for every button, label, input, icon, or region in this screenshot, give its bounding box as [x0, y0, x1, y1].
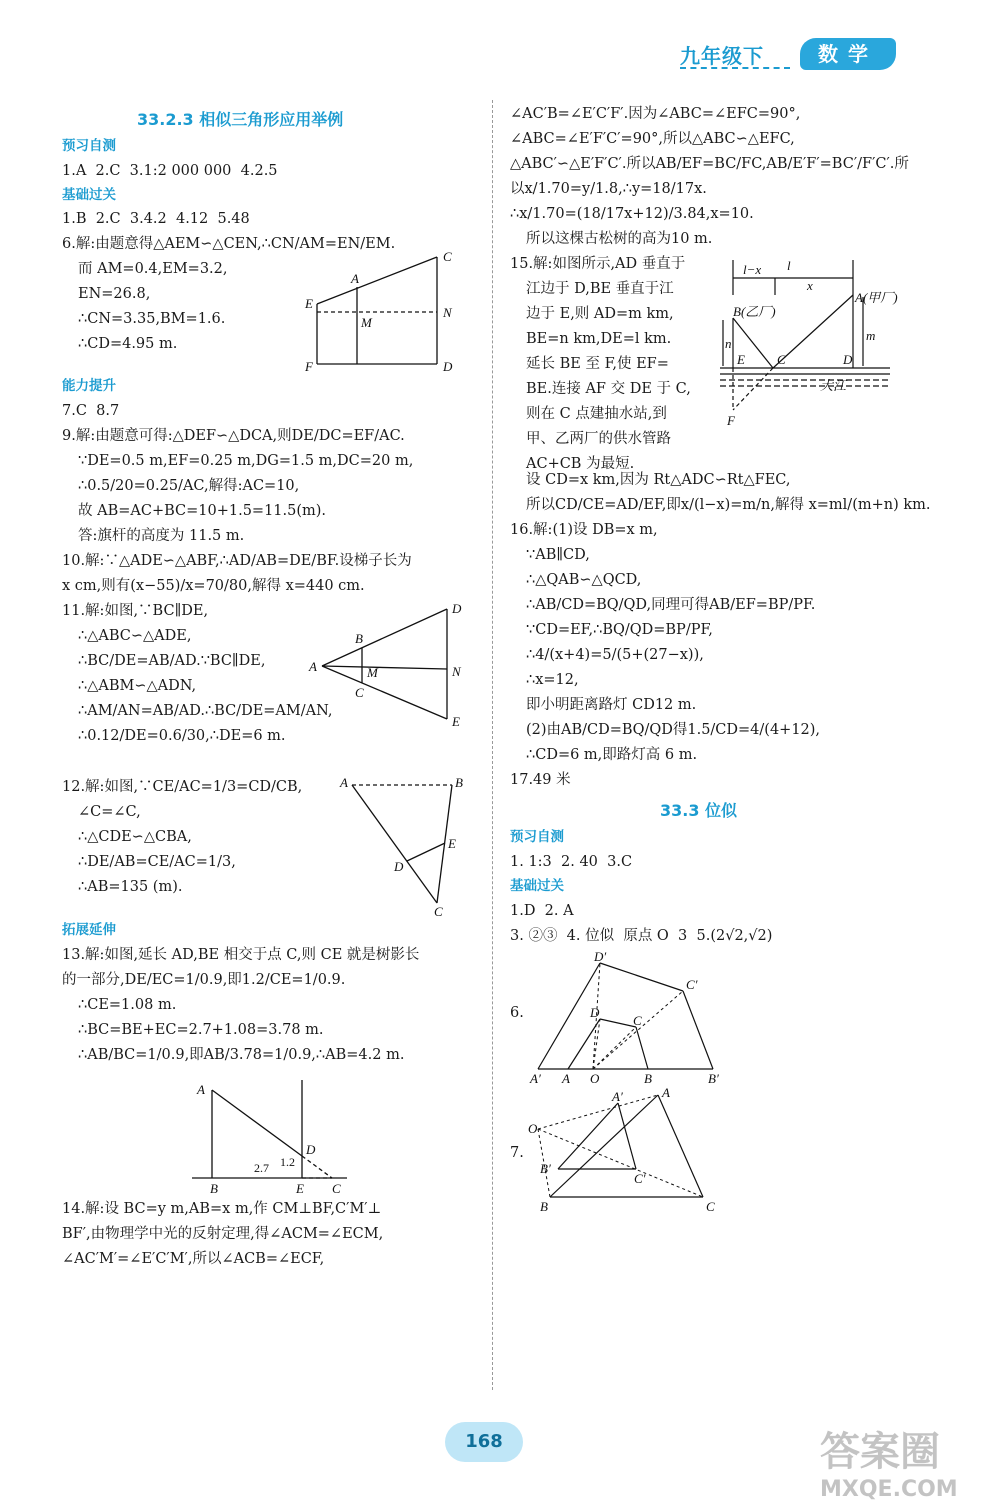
header-subject-badge: 数学 — [800, 38, 896, 70]
svg-text:1.2: 1.2 — [280, 1154, 295, 1169]
q9-line: 答:旗杆的高度为 11.5 m. — [78, 528, 245, 544]
svg-text:A′: A′ — [612, 1088, 623, 1104]
svg-text:D: D — [843, 352, 853, 368]
svg-text:B′: B′ — [708, 1070, 719, 1086]
section-title-2: 33.3 位似 — [660, 801, 738, 821]
subhead-preview-2: 预习自测 — [510, 829, 564, 846]
q11-line: ∴△ABC∽△ADE, — [78, 628, 192, 645]
q9-line: ∵DE=0.5 m,EF=0.25 m,DG=1.5 m,DC=20 m, — [78, 452, 414, 469]
q16-line: 16.解:(1)设 DB=x m, — [510, 522, 658, 539]
svg-text:F: F — [305, 359, 313, 375]
svg-text:E: E — [452, 714, 460, 730]
q15-line: 江边于 D,BE 垂直于江 — [526, 281, 674, 298]
svg-text:大江: 大江 — [820, 378, 847, 394]
q13-line: ∴BC=BE+EC=2.7+1.08=3.78 m. — [78, 1021, 324, 1038]
answer-line: 3. ②③ 4. 位似 原点 O 3 5.(2√2,√2) — [510, 927, 773, 944]
q11-line: ∴△ABM∽△ADN, — [78, 678, 197, 695]
q14-cont-line: △ABC′∽△E′F′C′.所以AB/EF=BC/FC,AB/E′F′=BC′/F′C′.所 — [510, 156, 909, 173]
svg-text:E: E — [296, 1180, 304, 1195]
svg-text:m: m — [866, 328, 876, 344]
q11-block — [62, 601, 477, 773]
q12-line: ∠C=∠C, — [78, 804, 141, 821]
svg-text:B′: B′ — [540, 1160, 551, 1176]
svg-text:n: n — [725, 336, 732, 352]
svg-text:C: C — [434, 904, 443, 919]
answer-line: 1.A 2.C 3.1:2 000 000 4.2.5 — [62, 162, 278, 179]
q16-line: ∵AB∥CD, — [526, 547, 590, 564]
svg-text:B: B — [210, 1180, 218, 1195]
q11-line: ∴BC/DE=AB/AD.∵BC∥DE, — [78, 653, 266, 670]
q13-line: ∴CE=1.08 m. — [78, 996, 177, 1013]
answer-line: 1.D 2. A — [510, 902, 574, 919]
svg-text:C: C — [706, 1198, 715, 1214]
q14-cont-line: ∠ABC=∠E′F′C′=90°,所以△ABC∽△EFC, — [510, 131, 795, 148]
svg-text:A: A — [662, 1084, 670, 1100]
svg-text:F: F — [727, 413, 735, 429]
q16-line: 即小明距离路灯 CD12 m. — [526, 697, 697, 714]
svg-text:C: C — [443, 249, 452, 265]
q10-line: x cm,则有(x−55)/x=70/80,解得 x=440 cm. — [62, 578, 365, 595]
q12-line: ∴DE/AB=CE/AC=1/3, — [78, 854, 236, 871]
q16-line: ∵CD=EF,∴BQ/QD=BP/PF, — [526, 622, 713, 639]
section-title: 33.2.3 相似三角形应用举例 — [137, 110, 344, 129]
svg-text:B: B — [540, 1198, 548, 1214]
right-column — [510, 100, 931, 1231]
column-divider — [492, 100, 493, 1390]
subhead-basic-2: 基础过关 — [510, 878, 564, 895]
q15-line: 设 CD=x km,因为 Rt△ADC∽Rt△FEC, — [526, 472, 791, 489]
svg-text:M: M — [367, 665, 378, 681]
svg-text:A: A — [351, 271, 359, 287]
q6-line: ∴CD=4.95 m. — [78, 336, 178, 353]
svg-text:A: A — [309, 659, 317, 675]
q16-line: ∴x=12, — [526, 672, 579, 689]
svg-text:D: D — [590, 1004, 600, 1020]
q12-line: 12.解:如图,∵CE/AC=1/3=CD/CB, — [62, 779, 303, 796]
svg-text:l: l — [787, 258, 791, 274]
svg-text:D: D — [306, 1141, 316, 1157]
subhead-extension: 拓展延伸 — [62, 922, 116, 939]
q15-line: 15.解:如图所示,AD 垂直于 — [510, 256, 686, 273]
q15-line: BE=n km,DE=l km. — [526, 331, 672, 348]
svg-text:C: C — [355, 685, 364, 701]
q14-line: BF′,由物理学中光的反射定理,得∠ACM=∠ECM, — [62, 1225, 384, 1242]
q12-block — [62, 777, 477, 919]
q6b-figure — [528, 951, 728, 1086]
svg-text:A: A — [562, 1070, 570, 1086]
q6-figure — [297, 249, 477, 379]
q16-line: (2)由AB/CD=BQ/QD得1.5/CD=4/(4+12), — [526, 722, 821, 739]
svg-text:B: B — [355, 631, 363, 647]
q15-line: 边于 E,则 AD=m km, — [526, 306, 674, 323]
q16-line: ∴AB/CD=BQ/QD,同理可得AB/EF=BP/PF. — [526, 597, 816, 614]
svg-text:B: B — [455, 775, 463, 791]
q13-figure — [182, 1070, 382, 1195]
q9-line: 9.解:由题意可得:△DEF∽△DCA,则DE/DC=EF/AC. — [62, 427, 405, 444]
svg-text:A′: A′ — [530, 1070, 541, 1086]
svg-text:C: C — [633, 1012, 642, 1028]
q9-line: ∴0.5/20=0.25/AC,解得:AC=10, — [78, 477, 300, 494]
q15-line: 则在 C 点建抽水站,到 — [526, 406, 667, 423]
q16-line: ∴CD=6 m,即路灯高 6 m. — [526, 747, 698, 764]
q12-figure — [337, 773, 477, 918]
q6b-block — [510, 951, 925, 1091]
header-grade: 九年级下 — [680, 44, 764, 68]
q9-line: 故 AB=AC+BC=10+1.5=11.5(m). — [78, 502, 327, 519]
svg-text:O: O — [528, 1120, 538, 1136]
svg-text:C′: C′ — [686, 976, 698, 992]
svg-text:E: E — [737, 352, 745, 368]
answer-line: 1.B 2.C 3.4.2 4.12 5.48 — [62, 211, 250, 228]
svg-text:E: E — [448, 836, 456, 852]
svg-text:A: A — [340, 775, 348, 791]
q11-line: ∴0.12/DE=0.6/30,∴DE=6 m. — [78, 728, 286, 745]
answer-line: 1. 1:3 2. 40 3.C — [510, 854, 633, 871]
q14-line: ∠AC′M′=∠E′C′M′,所以∠ACB=∠ECF, — [62, 1250, 325, 1267]
svg-text:M: M — [361, 315, 372, 331]
svg-text:x: x — [807, 278, 813, 294]
svg-text:C: C — [332, 1180, 341, 1195]
q12-line: ∴△CDE∽△CBA, — [78, 829, 192, 846]
svg-text:2.7: 2.7 — [254, 1160, 269, 1175]
q15-line: BE.连接 AF 交 DE 于 C, — [526, 381, 691, 398]
watermark — [820, 1420, 990, 1500]
q6-line: ∴CN=3.35,BM=1.6. — [78, 311, 226, 328]
q15-line: 延长 BE 至 F,使 EF= — [526, 356, 669, 373]
svg-text:l−x: l−x — [743, 262, 762, 278]
q6-line: 6.解:由题意得△AEM∽△CEN,∴CN/AM=EN/EM. — [62, 236, 396, 253]
q11-figure — [307, 601, 477, 741]
subhead-basic: 基础过关 — [62, 186, 116, 203]
q17-line: 17.49 米 — [510, 772, 571, 789]
q15-line: 所以CD/CE=AD/EF,即x/(l−x)=m/n,解得 x=ml/(m+n) km. — [526, 497, 931, 514]
svg-text:E: E — [305, 296, 313, 312]
svg-text:B(乙厂): B(乙厂) — [733, 304, 776, 320]
q14-cont-line: ∴x/1.70=(18/17x+12)/3.84,x=10. — [510, 206, 754, 223]
svg-text:D: D — [443, 359, 453, 375]
svg-text:O: O — [590, 1070, 600, 1086]
subhead-advanced: 能力提升 — [62, 378, 116, 395]
q6-line: 而 AM=0.4,EM=3.2, — [78, 261, 228, 278]
q14-cont-line: 所以这棵古松树的高为10 m. — [526, 231, 713, 248]
q14-cont-line: ∠AC′B=∠E′C′F′.因为∠ABC=∠EFC=90°, — [510, 106, 801, 122]
svg-text:D: D — [394, 859, 404, 875]
watermark-line1: 答案圈 — [820, 1429, 940, 1475]
q15-figure — [715, 250, 925, 460]
svg-text:N: N — [443, 305, 452, 321]
q13-line: 的一部分,DE/EC=1/0.9,即1.2/CE=1/0.9. — [62, 971, 346, 988]
q6b-number: 6. — [510, 1004, 524, 1021]
watermark-line2: MXQE.COM — [820, 1477, 958, 1502]
svg-text:A: A — [197, 1081, 205, 1097]
q15-block — [510, 254, 925, 473]
q13-line: 13.解:如图,延长 AD,BE 相交于点 C,则 CE 就是树影长 — [62, 946, 420, 963]
q15-line: 甲、乙两厂的供水管路 — [526, 431, 671, 448]
svg-text:D: D — [452, 601, 462, 617]
page-number: 168 — [445, 1422, 523, 1462]
q16-line: ∴4/(x+4)=5/(5+(27−x)), — [526, 647, 704, 664]
q10-line: 10.解:∵△ADE∽△ABF,∴AD/AB=DE/BF.设梯子长为 — [62, 553, 412, 570]
q7b-number: 7. — [510, 1144, 524, 1161]
q14-cont-line: 以x/1.70=y/1.8,∴y=18/17x. — [510, 181, 707, 198]
svg-text:N: N — [452, 664, 461, 680]
header-divider — [680, 67, 790, 69]
q13-line: ∴AB/BC=1/0.9,即AB/3.78=1/0.9,∴AB=4.2 m. — [78, 1046, 405, 1063]
q14-line: 14.解:设 BC=y m,AB=x m,作 CM⊥BF,C′M′⊥ — [62, 1200, 382, 1217]
subhead-preview: 预习自测 — [62, 138, 116, 155]
svg-text:C′: C′ — [634, 1170, 646, 1186]
svg-text:A(甲厂): A(甲厂) — [855, 290, 898, 306]
left-column — [62, 106, 477, 1274]
q11-line: ∴AM/AN=AB/AD.∴BC/DE=AM/AN, — [78, 703, 333, 720]
answer-line: 7.C 8.7 — [62, 402, 120, 419]
svg-text:C: C — [777, 352, 786, 368]
svg-text:D′: D′ — [594, 950, 607, 964]
q7b-block — [510, 1084, 925, 1231]
svg-text:B: B — [644, 1070, 652, 1086]
q15-line: AC+CB 为最短. — [526, 456, 635, 473]
q12-line: ∴AB=135 (m). — [78, 879, 183, 896]
q6-line: EN=26.8, — [78, 286, 151, 303]
q7b-figure — [528, 1085, 728, 1225]
q16-line: ∴△QAB∽△QCD, — [526, 572, 642, 589]
q11-line: 11.解:如图,∵BC∥DE, — [62, 603, 209, 620]
q6-block — [62, 249, 477, 375]
